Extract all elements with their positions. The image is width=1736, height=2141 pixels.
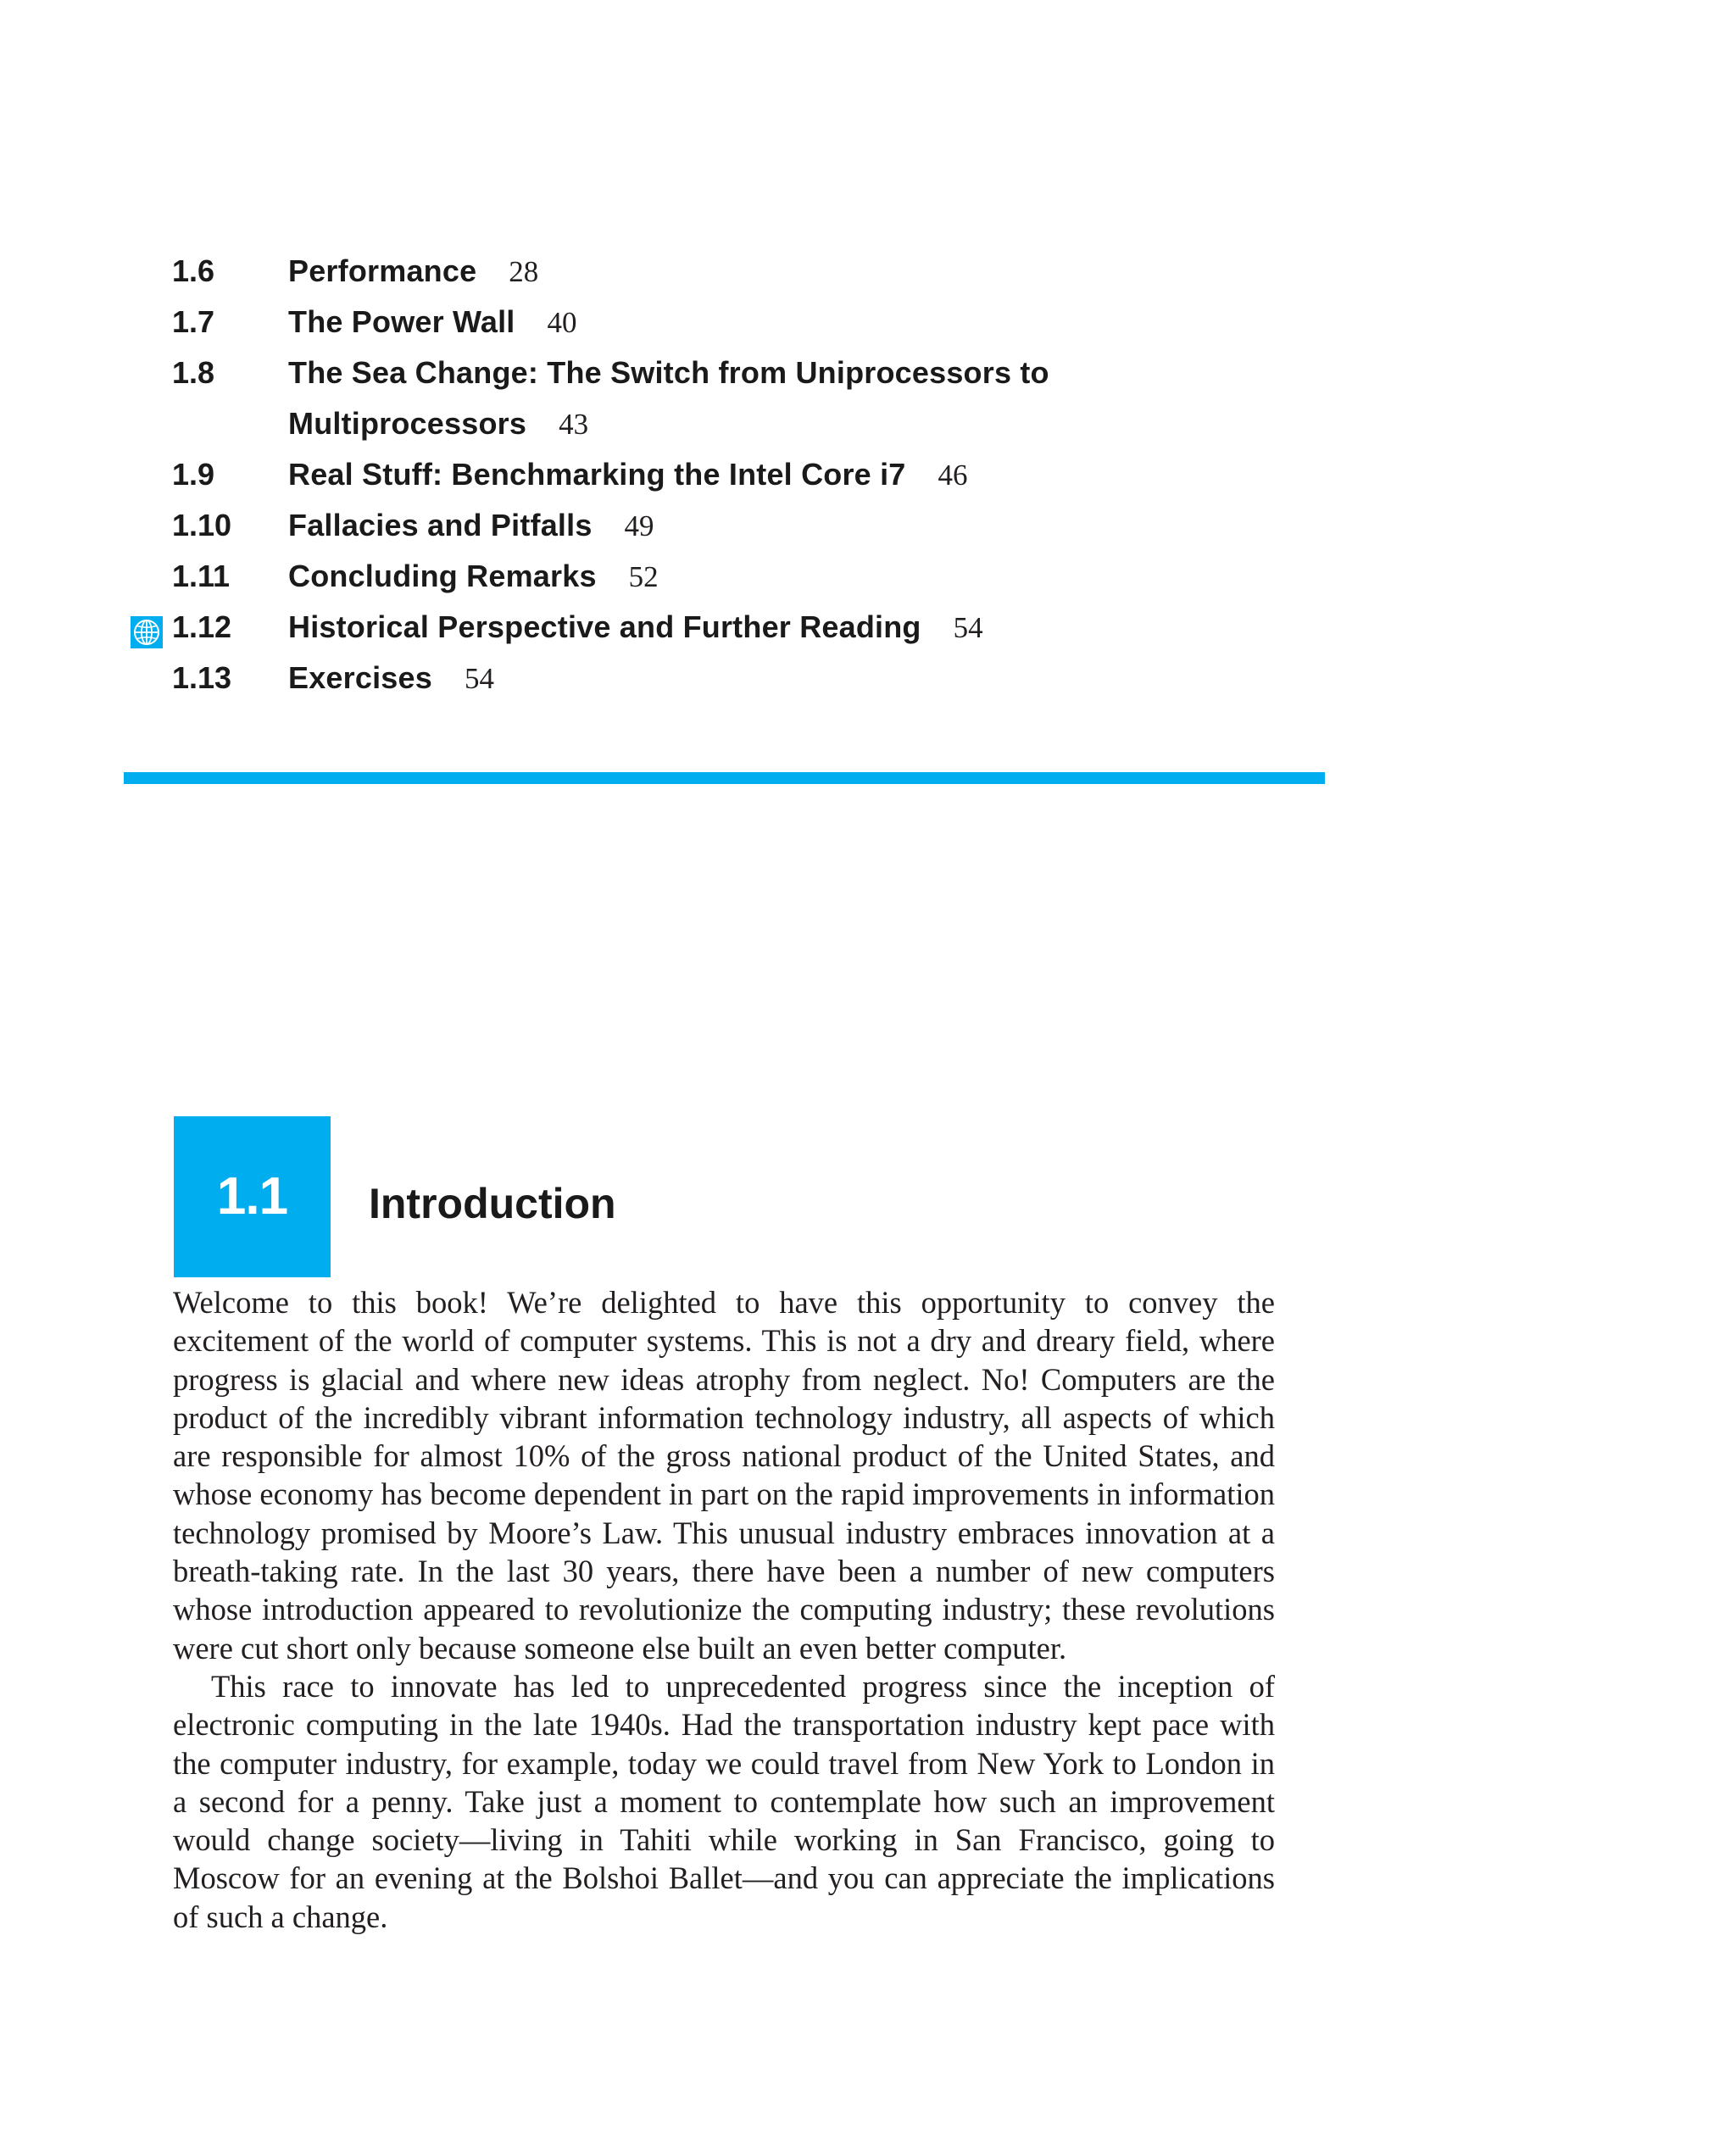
toc-entry-number: 1.7 [172,304,215,339]
toc-entry-title: Fallacies and Pitfalls [288,508,593,542]
toc-entry[interactable] [0,500,1356,551]
paragraph: Welcome to this book! We’re delighted to have this opportunity to convey the excitement of the world of computer systems. This is not a dry and dreary field, where progress is glacial and where new ideas atrophy from neglect. No! Computers are the product of the incredibly vibrant information technology industry, all aspects of which are responsible for almost 10% of the gross national product of the United States, and whose economy has become dependent in part on the rapid improvements in information technology promised by Moore’s Law. This unusual industry embraces innovation at a breath-taking rate. In the last 30 years, there have been a number of new computers whose introduction appeared to revolutionize the computing industry; these revolutions were cut short only because someone else built an even better computer. [173,1285,1275,1666]
toc-entry-page: 49 [624,509,654,542]
toc-entry-page: 52 [628,560,659,593]
section-divider [124,772,1325,784]
paragraph: This race to innovate has led to unprecedented progress since the inception of electronic computing in the late 1940s. Had the transportation industry kept pace with the computer industry, for example, today we could travel from New York to London in a second for a penny. Take just a moment to contemplate how such an improvement would change society—living in Tahiti while working in San Francisco, going to Moscow for an evening at the Bolshoi Ballet—and you can appreciate the implications of such a change. [173,1668,1275,1934]
toc-entry[interactable] [0,449,1356,500]
toc-entry-page: 40 [547,306,577,339]
toc-entry-title: Historical Perspective and Further Reading [288,609,921,644]
toc-entry-title-line1: The Sea Change: The Switch from Uniprocessors to [288,355,1049,390]
toc-entry-number: 1.6 [172,253,215,288]
toc-entry[interactable] [0,246,1356,297]
toc-entry-continuation[interactable] [0,398,1356,449]
toc-entry[interactable] [0,551,1356,602]
toc-entry[interactable] [0,348,1356,398]
toc-entry-title: Performance [288,253,477,288]
toc-entry-page: 28 [509,255,539,288]
toc-entry-title: Exercises [288,660,432,695]
toc-entry-page: 54 [464,662,494,695]
toc-entry-page: 46 [938,459,968,492]
toc-entry-number: 1.13 [172,660,232,695]
toc-entry-number: 1.8 [172,355,215,390]
body-text [173,1283,1275,1936]
toc-entry-number: 1.11 [172,559,231,593]
toc-entry[interactable] [0,297,1356,348]
toc-entry[interactable] [0,602,1356,653]
toc-entry-number: 1.10 [172,508,232,542]
section-number: 1.1 [216,1167,288,1226]
toc-entry-number: 1.12 [172,609,232,644]
toc-entry-title: The Power Wall [288,304,515,339]
toc-entry-title: Concluding Remarks [288,559,597,593]
section-title: Introduction [369,1180,616,1227]
toc-entry-number: 1.9 [172,457,215,492]
toc-entry-page: 43 [559,408,589,441]
toc-entry-page: 54 [953,611,983,644]
toc-entry[interactable] [0,653,1356,703]
toc-entry-title-line2: Multiprocessors [288,406,527,441]
section-number-box [174,1116,331,1277]
toc-entry-title: Real Stuff: Benchmarking the Intel Core i7 [288,457,906,492]
